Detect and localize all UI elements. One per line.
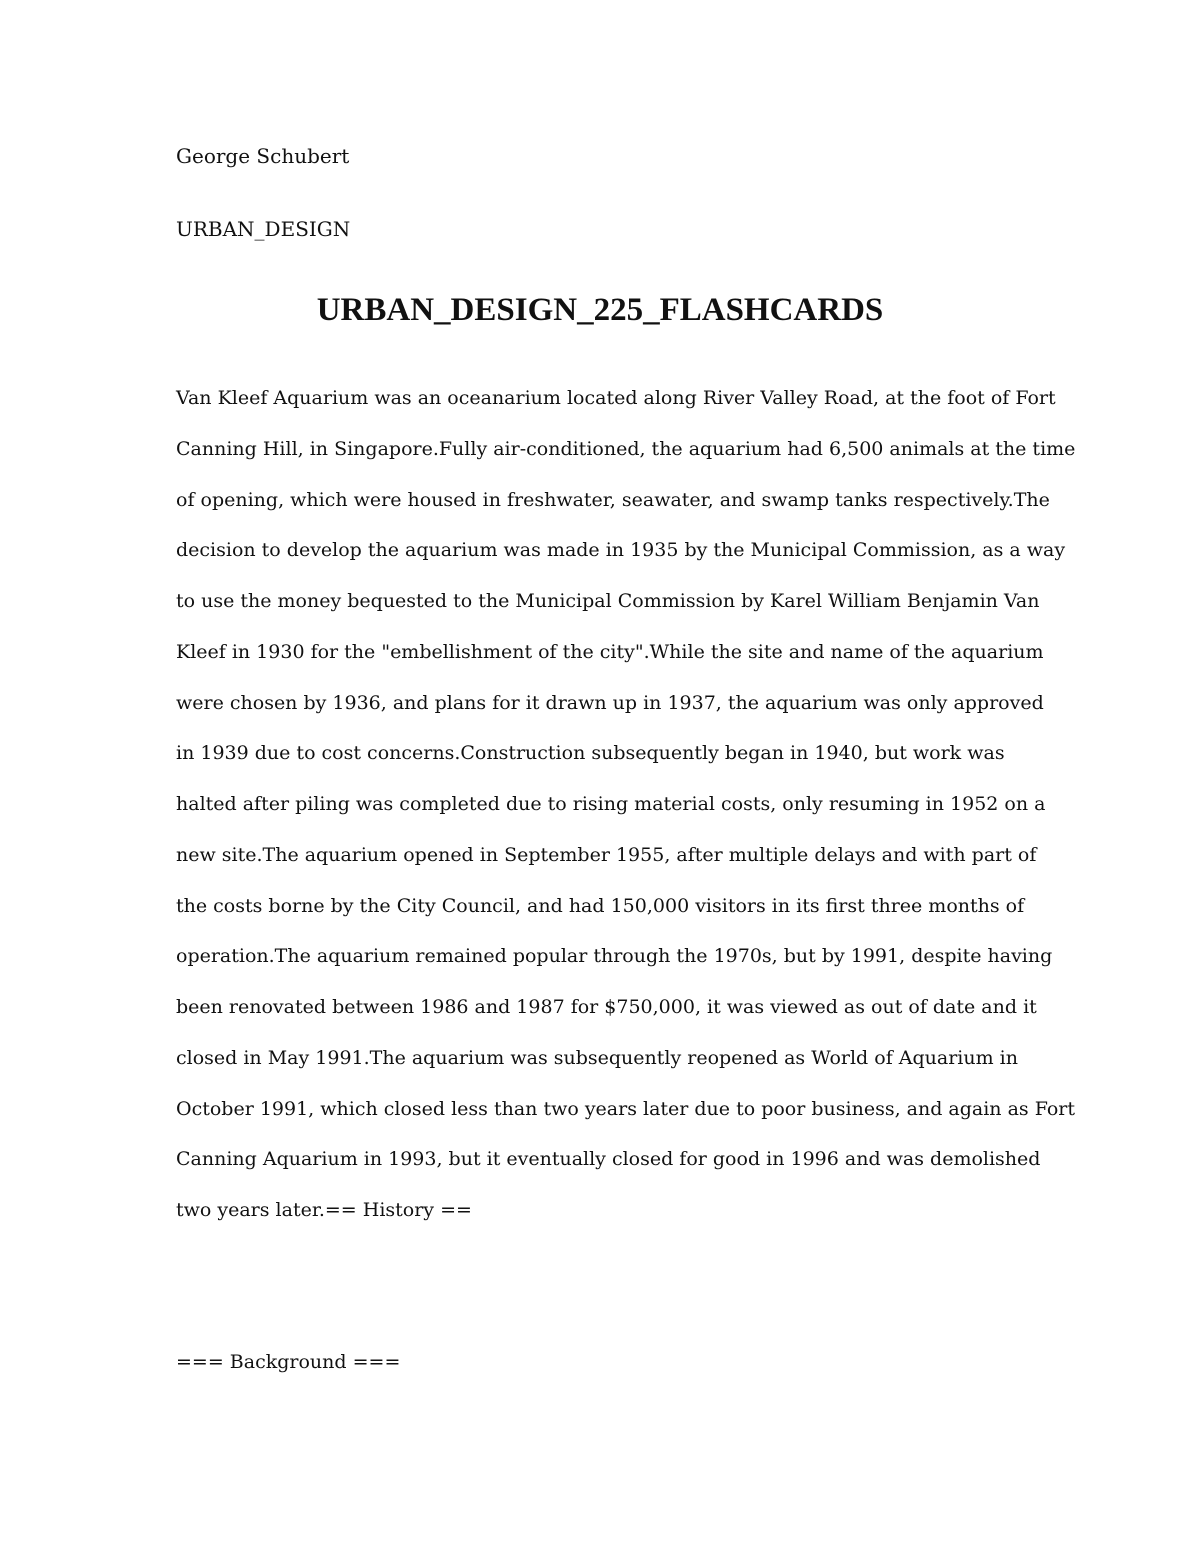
author-name: George Schubert	[176, 144, 350, 168]
body-paragraph	[176, 385, 1076, 1400]
body-line: of opening, which were housed in freshwater, seawater, and swamp tanks respectively.The	[176, 488, 1050, 511]
body-line: were chosen by 1936, and plans for it drawn up in 1937, the aquarium was only approved	[176, 691, 1044, 714]
document-title: URBAN_DESIGN_225_FLASHCARDS	[316, 292, 884, 328]
body-line: Canning Hill, in Singapore.Fully air-conditioned, the aquarium had 6,500 animals at the time	[176, 437, 1076, 460]
body-line: October 1991, which closed less than two years later due to poor business, and again as Fort	[176, 1097, 1076, 1120]
course-name: URBAN_DESIGN	[176, 217, 351, 241]
body-line: the costs borne by the City Council, and had 150,000 visitors in its first three months of	[176, 894, 1025, 917]
blank-lines	[176, 1248, 1036, 1350]
body-line: been renovated between 1986 and 1987 for $750,000, it was viewed as out of date and it	[176, 996, 1037, 1018]
body-line: Kleef in 1930 for the "embellishment of the city".While the site and name of the aquarium	[176, 640, 1044, 663]
body-line: Van Kleef Aquarium was an oceanarium located along River Valley Road, at the foot of Fort	[176, 387, 1056, 409]
body-line: two years later.== History ==	[176, 1199, 472, 1221]
body-line: decision to develop the aquarium was made in 1935 by the Municipal Commission, as a way	[176, 539, 1066, 562]
body-line: Canning Aquarium in 1993, but it eventually closed for good in 1996 and was demolished	[176, 1148, 1041, 1171]
body-line: to use the money bequested to the Municipal Commission by Karel William Benjamin Van	[176, 590, 1040, 612]
body-line: halted after piling was completed due to rising material costs, only resuming in 1952 on a	[176, 793, 1046, 815]
body-line: in 1939 due to cost concerns.Construction subsequently began in 1940, but work was	[176, 742, 1005, 765]
body-line: closed in May 1991.The aquarium was subsequently reopened as World of Aquarium in	[176, 1046, 1018, 1069]
section-subheading: === Background ===	[176, 1351, 401, 1374]
body-line: operation.The aquarium remained popular through the 1970s, but by 1991, despite having	[176, 945, 1053, 968]
body-line: new site.The aquarium opened in September 1955, after multiple delays and with part of	[176, 843, 1037, 866]
